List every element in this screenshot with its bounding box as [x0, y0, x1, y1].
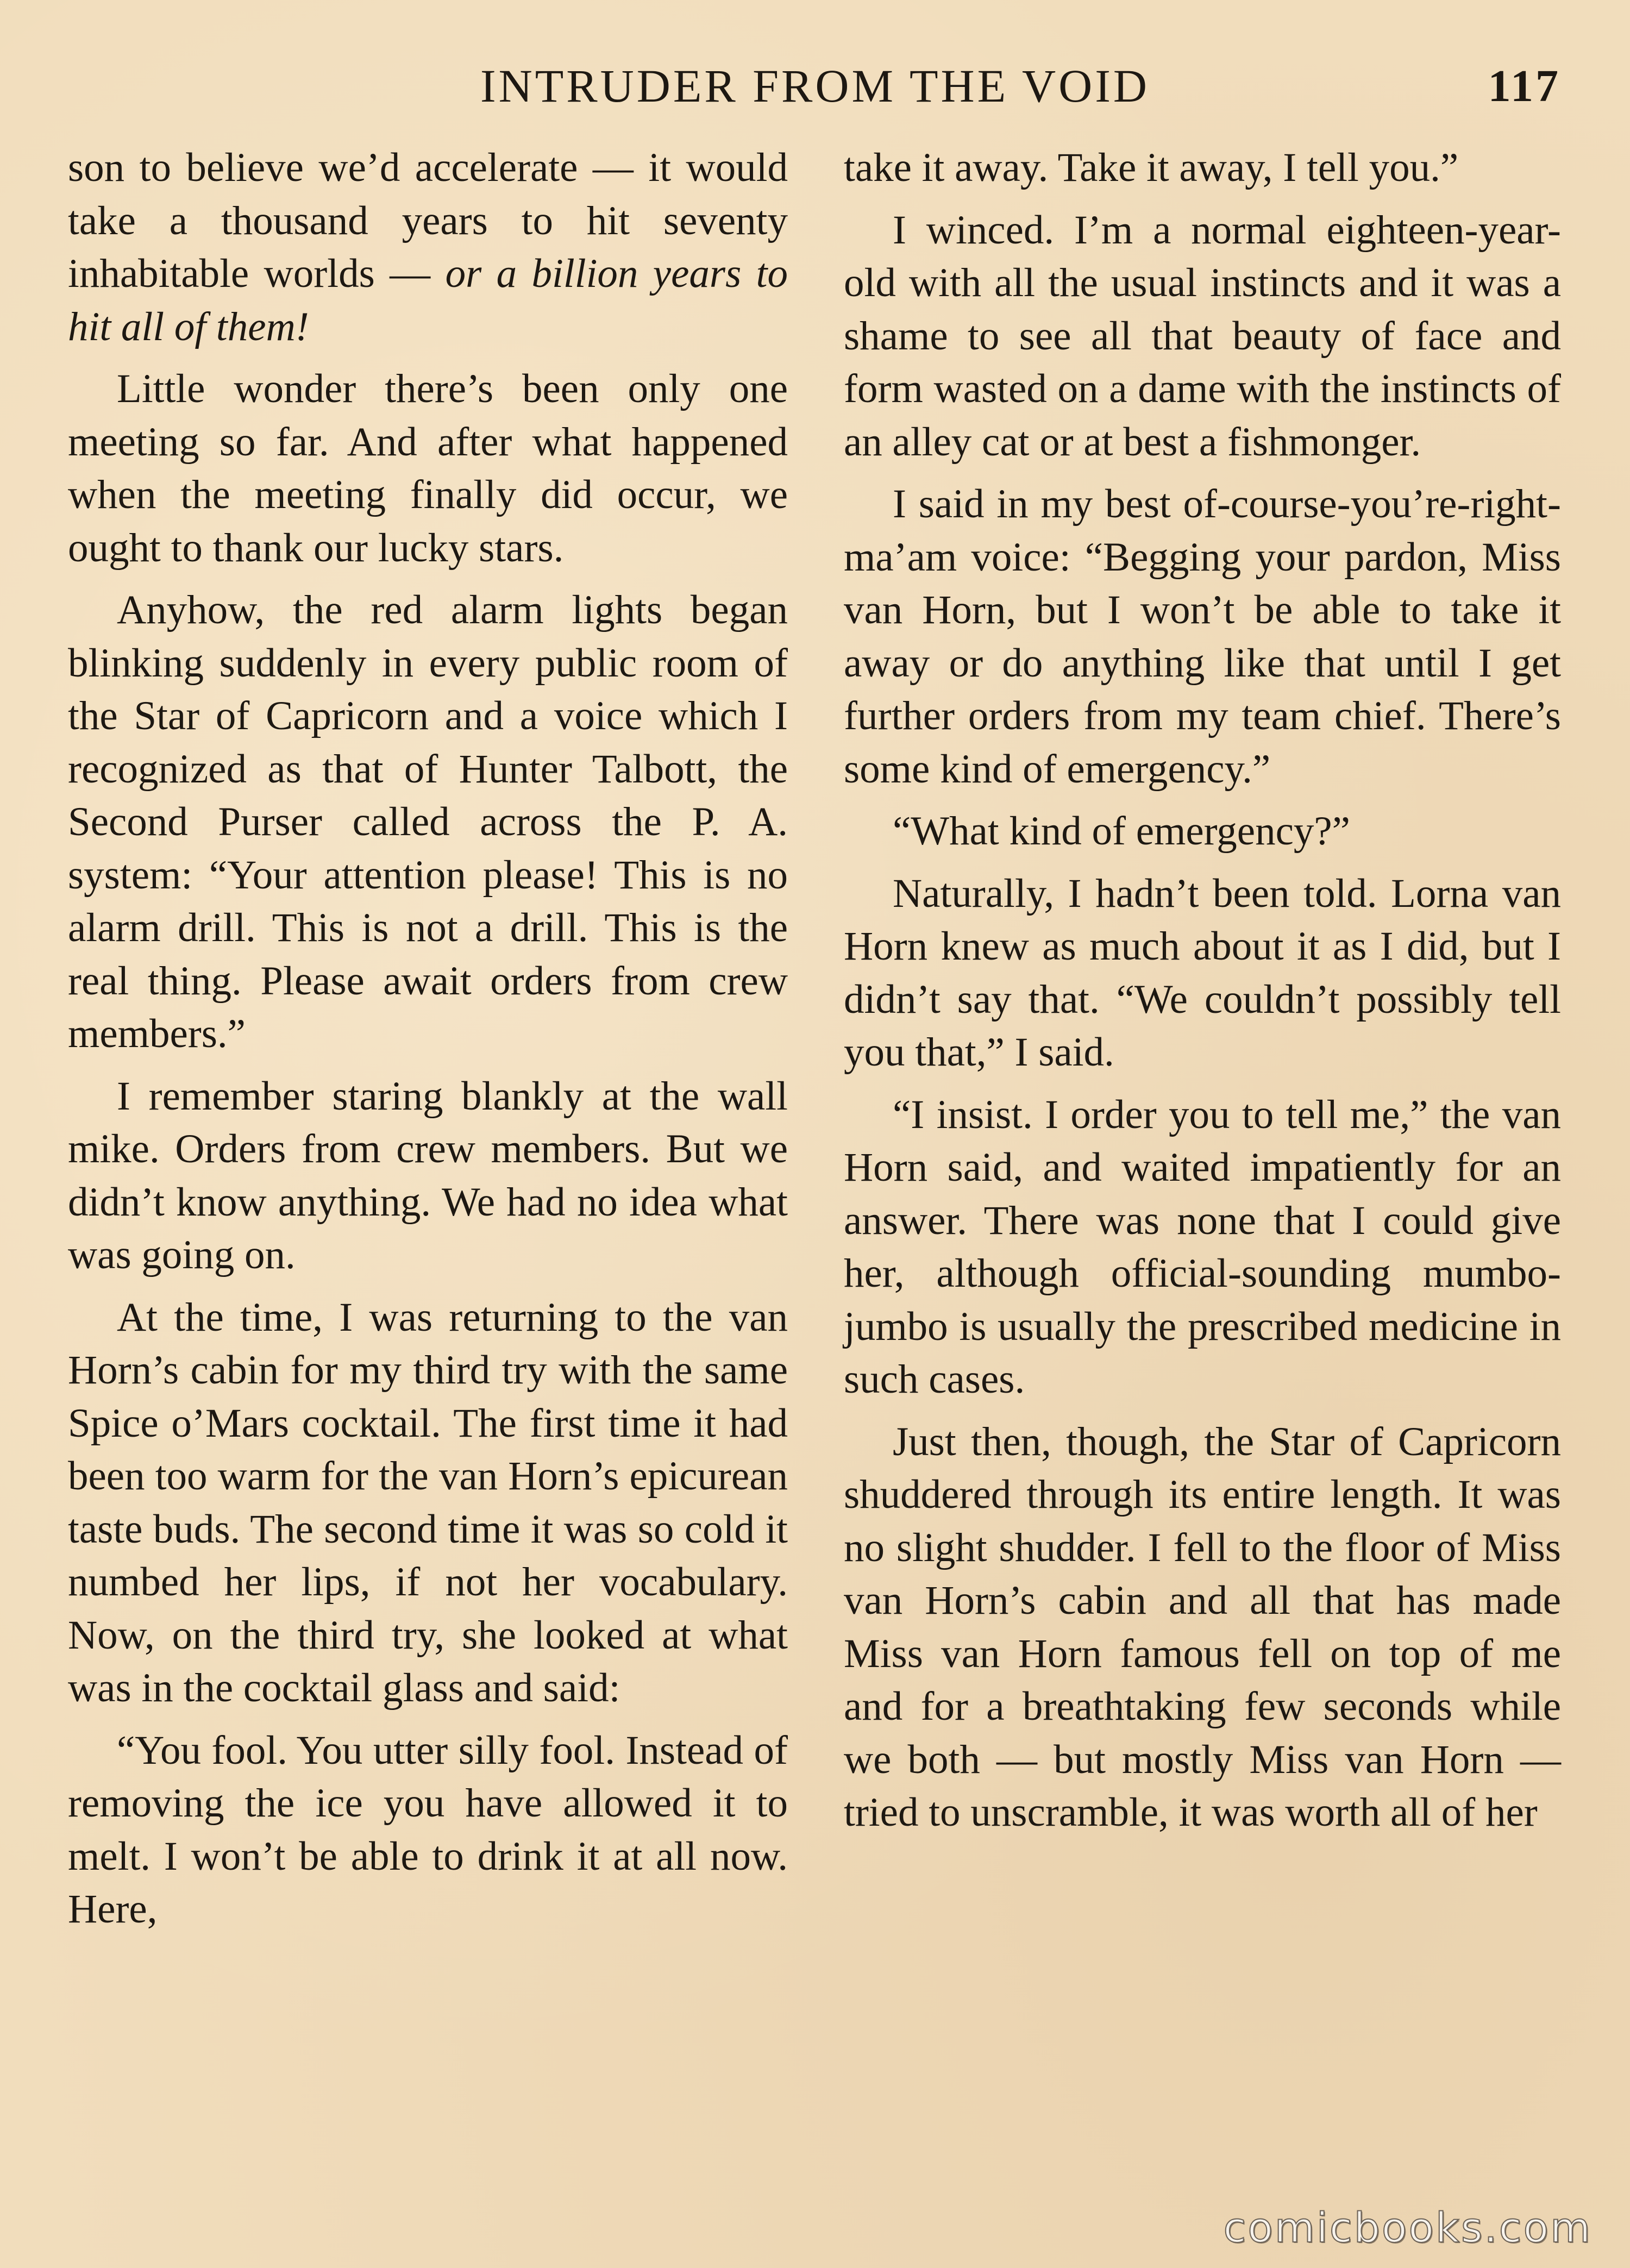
- paragraph: “I insist. I order you to tell me,” the van Horn said, and waited impatiently for an answer. There was none that I could give her, although official-sounding mumbo-jumbo is usually the prescribed medicine in such cases.: [844, 1092, 1561, 1402]
- paragraph: Anyhow, the red alarm lights began blinking suddenly in every public room of the Star of Capricorn and a voice which I recognized as that of Hunter Talbott, the Second Purser called across the P. A. system: “Your attention please! This is no alarm drill. This is not a drill. This is the real thing. Please await orders from crew members.”: [68, 587, 788, 1056]
- italic-text: or a billion years to hit all of them!: [68, 251, 788, 349]
- paragraph: “What kind of emergency?”: [893, 809, 1350, 854]
- paragraph: I said in my best of-course-you’re-right-ma’am voice: “Begging your pardon, Miss van Horn, but I won’t be able to take it away or do anything like that until I get further orders from my team chief. There’s some kind of emergency.”: [844, 481, 1561, 792]
- running-head: [0, 59, 1630, 113]
- paragraph: Naturally, I hadn’t been told. Lorna van Horn knew as much about it as I did, but I didn’t say that. “We couldn’t possibly tell you that,” I said.: [844, 870, 1561, 1075]
- paragraph: take it away. Take it away, I tell you.”: [844, 145, 1459, 190]
- watermark: comicbooks.com: [1223, 2203, 1592, 2252]
- left-column: [68, 141, 788, 1945]
- right-column: [844, 141, 1561, 1849]
- paragraph: I winced. I’m a normal eighteen-year-old with all the usual instincts and it was a shame to see all that beauty of face and form wasted on a dame with the instincts of an alley cat or at best a fishmonger.: [844, 207, 1561, 465]
- page-number: 117: [1488, 61, 1560, 111]
- paragraph: Little wonder there’s been only one meeting so far. And after what happened when the meeting finally did occur, we ought to thank our lucky stars.: [68, 366, 788, 571]
- paragraph: “You fool. You utter silly fool. Instead of removing the ice you have allowed it to melt. I won’t be able to drink it at all now. Here,: [68, 1727, 788, 1932]
- paragraph: [68, 141, 788, 353]
- paragraph: Just then, though, the Star of Capricorn shuddered through its entire length. It was no slight shudder. I fell to the floor of Miss van Horn’s cabin and all that has made Miss van Horn famous fell on top of me and for a breathtaking few seconds while we both — but mostly Miss van Horn — tried to unscramble, it was worth all of her: [844, 1419, 1561, 1835]
- paragraph: At the time, I was returning to the van Horn’s cabin for my third try with the same Spice o’Mars cocktail. The first time it had been too warm for the van Horn’s epicurean taste buds. The second time it was so cold it numbed her lips, if not her vocabulary. Now, on the third try, she looked at what was in the cocktail glass and said:: [68, 1294, 788, 1711]
- paragraph: I remember staring blankly at the wall mike. Orders from crew members. But we didn’t know anything. We had no idea what was going on.: [68, 1073, 788, 1277]
- paragraph-text: son to believe we’d accelerate — it would take a thousand years to hit seventy inhabitable worlds —: [68, 145, 788, 296]
- chapter-title: INTRUDER FROM THE VOID: [480, 60, 1150, 112]
